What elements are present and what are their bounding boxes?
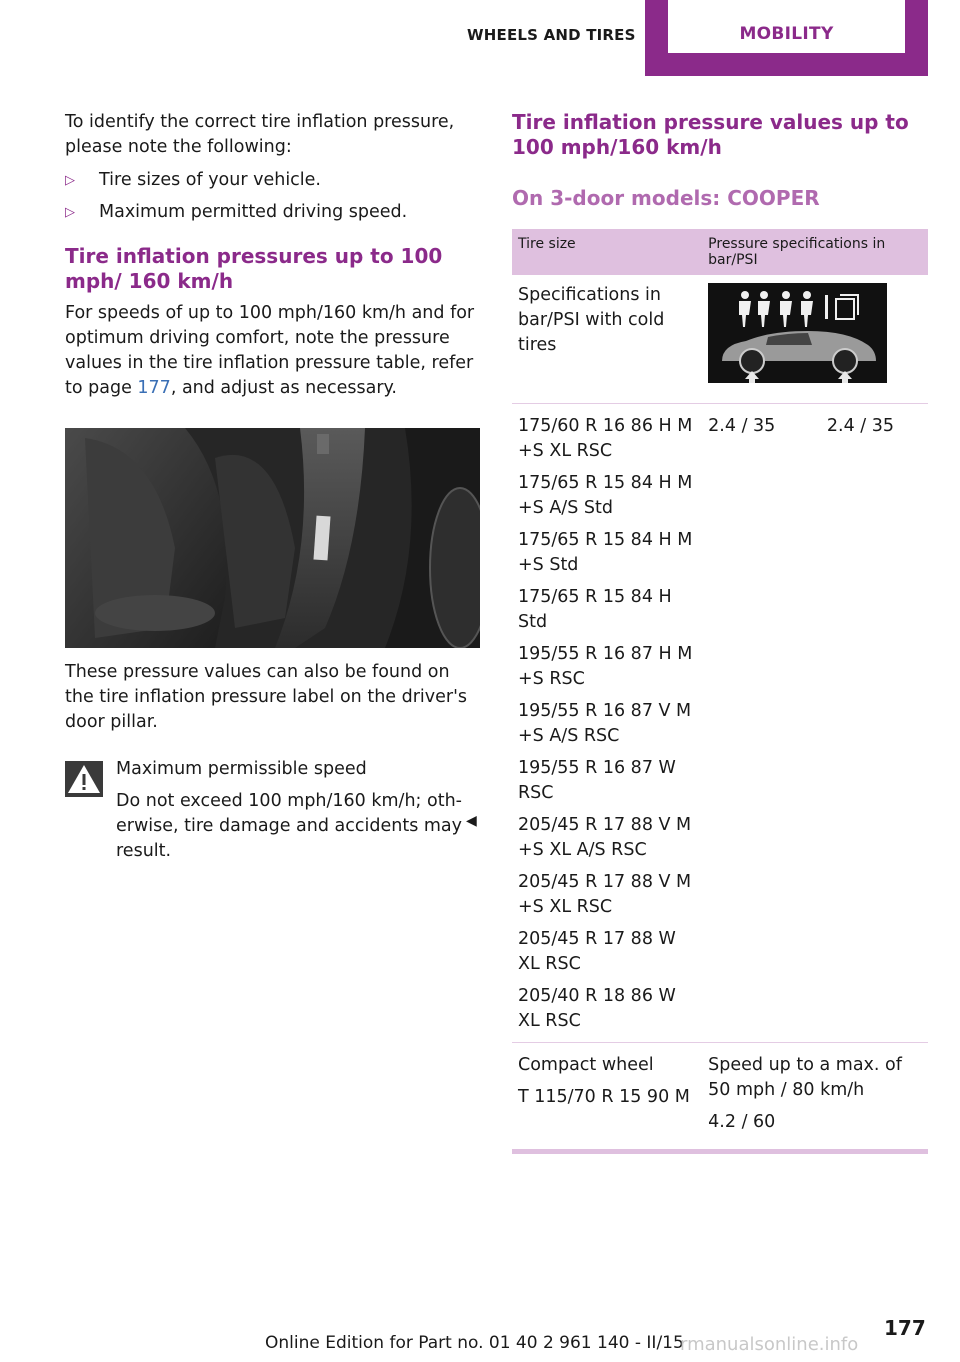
compact-wheel-pressure-cell [702,1043,928,1150]
watermark: rmanualsonline.info [680,1334,859,1355]
warning-title: Maximum permissible speed [116,759,367,779]
page-number: 177 [884,1316,926,1340]
table-row [512,275,928,404]
section-heading: Tire inflation pressures up to 100 mph/ 160 km/h [65,244,443,293]
pressure-full-load: 2.4 / 35 [821,404,928,1043]
triangle-bullet-icon: ▷ [65,205,75,220]
model-subheading: On 3-door models: COOPER [512,186,820,210]
tire-size-item: 175/65 R 15 84 H M +S A/S Std [518,473,693,518]
caption-text: These pressure values can also be found on the tire inflation pressure label on the driver's door pillar. [65,662,468,732]
car-door-illustration-icon [65,428,480,648]
tire-size-item: 195/55 R 16 87 W RSC [518,758,676,803]
tire-size-item: 205/45 R 17 88 V M +S XL A/S RSC [518,815,692,860]
header-chapter-tab [645,0,928,76]
left-column [65,110,480,864]
end-mark-icon: ◀ [466,813,477,829]
tire-size-list [512,404,702,1043]
spec-label: Specifications in bar/PSI with cold tires [512,275,702,404]
intro-text: To identify the correct tire inflation pressure, please note the following: [65,112,455,157]
compact-wheel-cell [512,1043,702,1150]
warning-block [65,757,480,864]
header-section-title: WHEELS AND TIRES [467,26,636,44]
compact-speed-limit: Speed up to a max. of 50 mph / 80 km/h [708,1055,902,1100]
table-bottom-rule [512,1149,928,1154]
bullet-item: ▷ Maximum permitted driving speed. [65,200,480,225]
tire-size-item: 205/45 R 17 88 V M +S XL RSC [518,872,692,917]
speed-paragraph: For speeds of up to 100 mph/160 km/h and for optimum driving comfort, note the pressure values in the tire inflation pressure table, refer to page 177, and adjust as necessary. [65,303,475,398]
table-section-heading: Tire inflation pressure values up to 100 mph/160 km/h [512,110,909,159]
compact-pressure: 4.2 / 60 [708,1112,776,1132]
tire-size-item: 175/65 R 15 84 H M +S Std [518,530,693,575]
load-pictogram-cell [702,275,928,404]
tire-size-item: 175/60 R 16 86 H M +S XL RSC [518,416,693,461]
warning-icon [65,761,103,797]
tire-size-item: 195/55 R 16 87 H M +S RSC [518,644,693,689]
warning-text: Do not exceed 100 mph/160 km/h; oth‐ erwise, tire damage and accidents may result. [116,791,463,861]
table-header-row [512,229,928,275]
table-row [512,1043,928,1150]
table-row [512,404,928,1043]
door-pillar-photo [65,428,480,648]
tire-size-item: 205/45 R 17 88 W XL RSC [518,929,676,974]
triangle-bullet-icon: ▷ [65,173,75,188]
tire-pressure-table [512,229,928,1149]
bullet-list [65,168,480,225]
table-header-pressure: Pressure specifications in bar/PSI [702,229,928,275]
tire-size-item: 175/65 R 15 84 H Std [518,587,672,632]
pressure-partial-load: 2.4 / 35 [702,404,821,1043]
tire-size-item: 195/55 R 16 87 V M +S A/S RSC [518,701,692,746]
footer-edition: Online Edition for Part no. 01 40 2 961 140 - II/15 [265,1333,684,1353]
tire-size-item: 205/40 R 18 86 W XL RSC [518,986,676,1031]
right-column [512,110,928,1154]
load-condition-pictogram-icon [708,283,887,383]
table-header-tire-size: Tire size [512,229,702,275]
compact-wheel-label: Compact wheel [518,1055,654,1075]
header-chapter-label: MOBILITY [668,0,905,53]
bullet-item: ▷ Tire sizes of your vehicle. [65,168,480,193]
page-link[interactable]: 177 [137,378,171,398]
compact-wheel-size: T 115/70 R 15 90 M [518,1087,690,1107]
